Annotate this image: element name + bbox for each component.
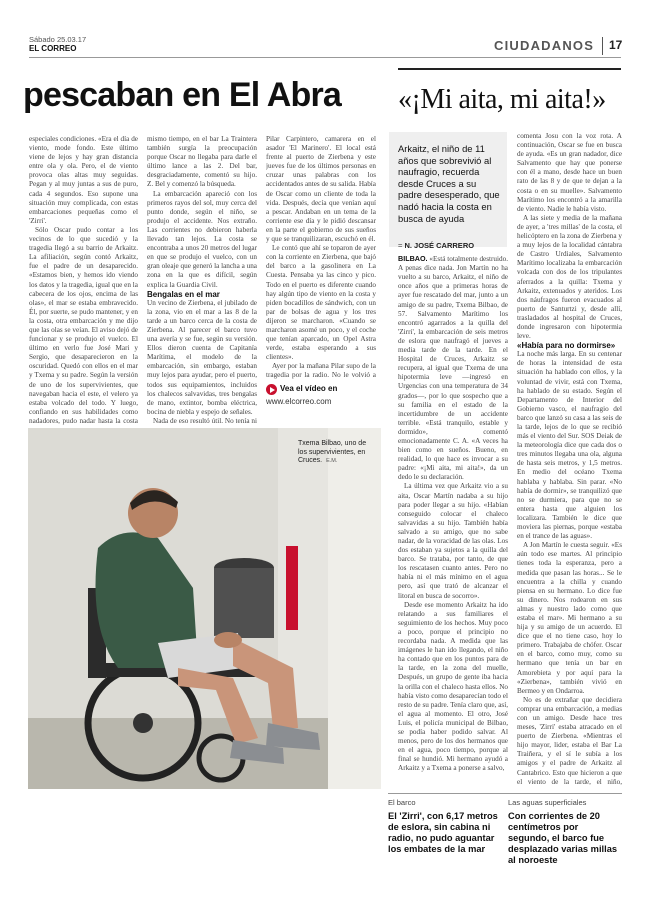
video-promo[interactable] — [266, 384, 378, 414]
paragraph: Un vecino de Zierbena, el jubilado de la zona, vio en el mar a las 8 de la tarde a un barco cerca de la costa de Zierbena. Al parecer el barco tuvo una avería y se fue, según su versión. Ellos dieron cuenta de Capitanía Marítima, el modelo de la embarcación, sin embargo, estaban muy lejos para ayudar, pero el puerto, todos sus equipamientos, incluidos los chalecos salvavidas, tres bengalas de mano, extintor, bomba eléctrica, bocina de niebla y espejo de señales. — [147, 298, 257, 416]
paragraph: BILBAO. «Está totalmente destruido. A penas dice nada. Jon Martín no ha vuelto a su barco, Arkaitz, el niño de once años que a primeras horas de ayer fue rescatado del mar, junto a un amigo de su padre, Txema Bilbao, de 57. Salvamento Marítimo los encontró agarrados a la quilla del 'Zirri', la embarcación de seis metros de eslora que naufragó el jueves a media tarde de la tarde. En el Hospital de Cruces, Arkaitz se recupera, al igual que Txema de una hipotermia leve —ingresó en Urgencias con una temperatura de 34 grados—, por lo que sospecho que a su familia en el estado de la incertidumbre de un accidente terrible. «Está tranquilo, estable y dormido», comentó emocionadamente C. A. «A veces ha bien como en sueños. Bueno, en realidad, lo que hace es invocar a su padre: «¡Mi aita, mi aita!», da un dedo le su declaración. — [398, 254, 508, 482]
header-paper-name: EL CORREO — [29, 44, 77, 53]
byline: = N. JOSÉ CARRERO — [398, 241, 475, 250]
page-number: 17 — [609, 38, 623, 52]
photo-credit: E.M. — [326, 458, 338, 464]
left-headline: pescaban en El Abra — [23, 76, 341, 114]
paragraph: mismo tiempo, en el bar La Traintera también surgía la preocupación porque Oscar no llegaba para darle el último lance a las 2. Del bar, desgraciadamente, comentó su hijo. Z. Bel y comenzó la búsqueda. — [147, 135, 257, 189]
paragraph: Nada de eso resultó útil. No tenía ni — [153, 416, 257, 425]
box-kicker: El barco — [388, 798, 416, 807]
photo-caption-text: Txema Bilbao, uno de los supervivientes, en Cruces. — [298, 440, 367, 464]
paragraph: especiales condiciones. «Era el día de viento, mode fondo. Este último viene de lejos y hay gran distancia entre ola y ola. Pero, el de viento provoca olas altas muy seguidas. Pegan y al muy juntas a sus de puro, cada 4 segundos. Eso supone una situación muy complicada, con estas embarcaciones pequeñas como el 'Zirri'. — [29, 135, 138, 225]
header-section: CIUDADANOS — [494, 38, 595, 53]
left-story-column-1 — [29, 135, 138, 425]
subhead: Bengalas en el mar — [147, 289, 220, 299]
left-story-column-2 — [147, 135, 257, 425]
deck-box — [389, 132, 507, 247]
header-date: Sábado 25.03.17 — [29, 35, 87, 44]
left-story-column-3 — [266, 135, 376, 380]
header-divider-vertical — [602, 37, 603, 55]
paragraph: Le contó que ahí se toparon de ayer con la corriente en Zierbena, que bajó del barco a la gasolinera en La Cuesta. Pensaba ya las cinco y pico. Todo en el puerto es diferente cuando hay algún tipo de viento en la costa y piden bocadillos de sándwich, con un par de bolsas de agua y los tres dijeron se marcharon. «Cuando se marcharon asomé un poco, y el coche que tenían aparcado, un Opel Astra verde, estaba esperando a sus clientes». — [266, 244, 376, 362]
photo-caption — [298, 440, 368, 466]
paragraph: La embarcación apareció con los primeros rayos del sol, muy cerca del punto donde, según el niño, se produjo el accidente. Nos extraño. Las corrientes no debieron haberla llevado tan lejos. La costa se encontraba a unos 20 metros del lugar en que se produjo el vuelco, con un gran oleaje que generó la lancha a una zona en la que es difícil, según explica la Guardia Civil. — [147, 189, 257, 289]
header-rule — [29, 57, 621, 58]
video-label: Vea el vídeo en — [280, 384, 338, 393]
paragraph: La noche más larga. En su centenar de horas la intensidad de esta situación ha hablado con ellos, y la voluntad de vivir, está con Txema, ha hablado de su estado. Según el Departamento de Interior del Gobierno vasco, el naufragio del barco que lanzó su casa a las seis de la tarde, lejos de lo que se recibió más el viento del Sur. SOS Deiak de la meteorología dice que cada dos o tres minutos llegaba una ola, alguna de hasta seis metros, y 1,5 metros. En medio del océano Txema hablaba y hablaba. Sin parar. «No había de dormir», se tranquilizó que no se durmiera, para que no se entera hasta que alguien los localizara. También le dice que moviera las piernas, porque «estaba en el trance de las aguas». — [517, 350, 622, 541]
paragraph: Desde ese momento Arkaitz ha ido relatando a sus familiares el seguimiento de los hechos. Muy poco a poco, porque el principio no recordaba nada. A medida que las imágenes le han ido llegando, el niño ha contado que en los puntos para de la tarde, en la zona del muelle, Después, un grupo de gente iba hacia la orilla con el chaleco hasta ellos. No había visto como desaparecían todo el resto de su padre. Tenía claro que, así, el agua al momento. El otro, José Luis, el policía municipal de Bilbao, se podía haber podido salvar. Al menos, pero de los dos hermanos que en el agua, poco tiempo, porque al final se hundió. Mi hermano ayudó a Arkaitz y a Txema a ponerse a salvo, — [398, 600, 508, 773]
deck-text: Arkaitz, el niño de 11 años que sobrevivió al naufragio, recuerda desde Cruces a su padre desesperado, que nadó hacia la costa en busca de ayuda — [398, 143, 500, 224]
right-headline: «¡Mi aita, mi aita!» — [398, 84, 606, 115]
paragraph: La última vez que Arkaitz vio a su aita, Oscar Martín nadaba a su hijo para poder llegar a su hijo. «Habían conseguido colocar el chaleco salvavidas a su hijo. También había salvado a su amigo, que no sabe nadar, de la voracidad de las olas. Los dos estaban ya sujetos a la quilla del barco. Se trataba, por tanto, de que los rescatasen cuanto antes. Pero no había ni el más mínimo en el agua pero, así que trató de alcanzar el litoral en busca de socorro». — [398, 482, 508, 600]
box-kicker: Las aguas superficiales — [508, 798, 587, 807]
info-box-barco — [388, 798, 498, 868]
box-title: Con corrientes de 20 centímetros por segundo, el barco fue desplazado varias millas al noroeste — [508, 811, 618, 865]
right-story-column-1 — [398, 241, 508, 786]
byline-marker-icon: = — [398, 241, 405, 250]
right-story-column-2 — [517, 132, 622, 786]
photo-illustration — [28, 428, 381, 789]
subhead: «Había para no dormirse» — [517, 341, 616, 351]
paragraph: comenta Josu con la voz rota. A continuación, Oscar se fue en busca de ayuda. «Es un gran nadador, dice Salvamento que hay que ponerse con él a mano, desde hace un buen rato de las 8 y de que te dejan a la costa o en su muelle». Salvamento Marítimo los encontró a la amarilla de viento. Nadie le había visto. — [517, 132, 622, 213]
info-box-aguas — [508, 798, 622, 868]
paragraph: A las siete y media de la mañana de ayer, a 'tres millas' de la costa, el helicóptero en la zona de Zierbena y a muy lejos de la localidad cántabra de Castro Urdiales, Salvamento Marítimo localizaba la embarcación volcada con dos de los tripulantes aferrados a la quilla: Txema y Arkaitz, extenuados y ateridos. Los dos náufragos fueron evacuados al puerto de Santurtzi y, desde allí, trasladados al hospital de Cruces, donde ingresaron con hipotermia leve. — [517, 213, 622, 341]
video-url[interactable]: www.elcorreo.com — [266, 397, 332, 406]
boxes-top-rule — [388, 793, 622, 794]
paragraph: No es de extrañar que decidiera comprar una embarcación, a medias con un amigo. Desde hace tres meses, 'Zirri' estaba atracado en el puerto de Zierbena. «Mientras el hijo mayor, lider, estaba el Bar La Traiñera, y el sí le subía a los amigos y el padre de Arkaitz al Cantabrico. Esto que hicieron a que el viento de la tarde, el niño, — [517, 695, 622, 786]
paragraph: A Jon Martín le cuesta seguir. «Es aún todo ese martes. Al principio tienes toda la esperanza, pero a medida que pasan las horas... Se le encuentra a la chilla y cuando piensa en su hermano. Lo dice fue su dinero. Nos rodearon en sus almas y nuestro lado como que estaba el mar». Mi hermano a su hija y su amigo de un acuerdo. El dice que el no tiene caso, hoy lo primero. Trabajaba de chófer. Oscar en el barco, como muy, como su hermano que tenía un bar en Amorebieta y por aquí para la «Zierbena», también vivió en Bermeo y en Ondarroa. — [517, 541, 622, 695]
box-title: El 'Zirri', con 6,17 metros de eslora, sin cabina ni radio, no pudo aguantar los embates de la mar — [388, 811, 498, 854]
play-triangle-icon — [270, 387, 275, 393]
right-story-top-rule — [398, 68, 621, 70]
paragraph: Sólo Oscar pudo contar a los vecinos de lo que sucedió y la tragedia llegó a su barrio de Arkaitz. La afiliación, según contó Arkaitz, fue el padre de un desaparecido. «Estamos bien, y hemos ido viendo los datos y la tragedia, igual que en la cabecera de los ojos, encima de las olas», el mar se estaba embravecido. Él, por suerte, se pudo mantener, y en la costa, otra embarcación y me dijo que las olas se veían. El aviso dejó de funcionar y se produjo el vuelco. El último en verlo fue José Mari y Sergio, que desaparecieron en la oscuridad. Quedó con ellos en el mar y Txema y su padre. Según la versión de uno de los supervivientes, que navegaban hacia el este, el velero ya estaba volcado del todo. Y luego, confiando en sus habilidades como nadadores, pudo nadar hasta la costa — [29, 225, 138, 425]
paragraph: Ayer por la mañana Pilar supo de la tragedia por la radio. No le volvió a — [266, 362, 376, 380]
photo — [28, 428, 381, 789]
paragraph: Pilar Carpintero, camarera en el asador 'El Marinero'. El local está frente al puerto de Zierbena y este jueves fue de los últimos personas en cruzar unas palabras con los accidentados antes de su salida. Había de Oscar como un cliente de toda la vida. Después, decía que venían aquí a pescar. Andaban en un tema de la corriente ese día y le pidió descansar en la parte el gobierno de sus sueños y que se tranquilizaran, escuchó en él. — [266, 135, 376, 244]
